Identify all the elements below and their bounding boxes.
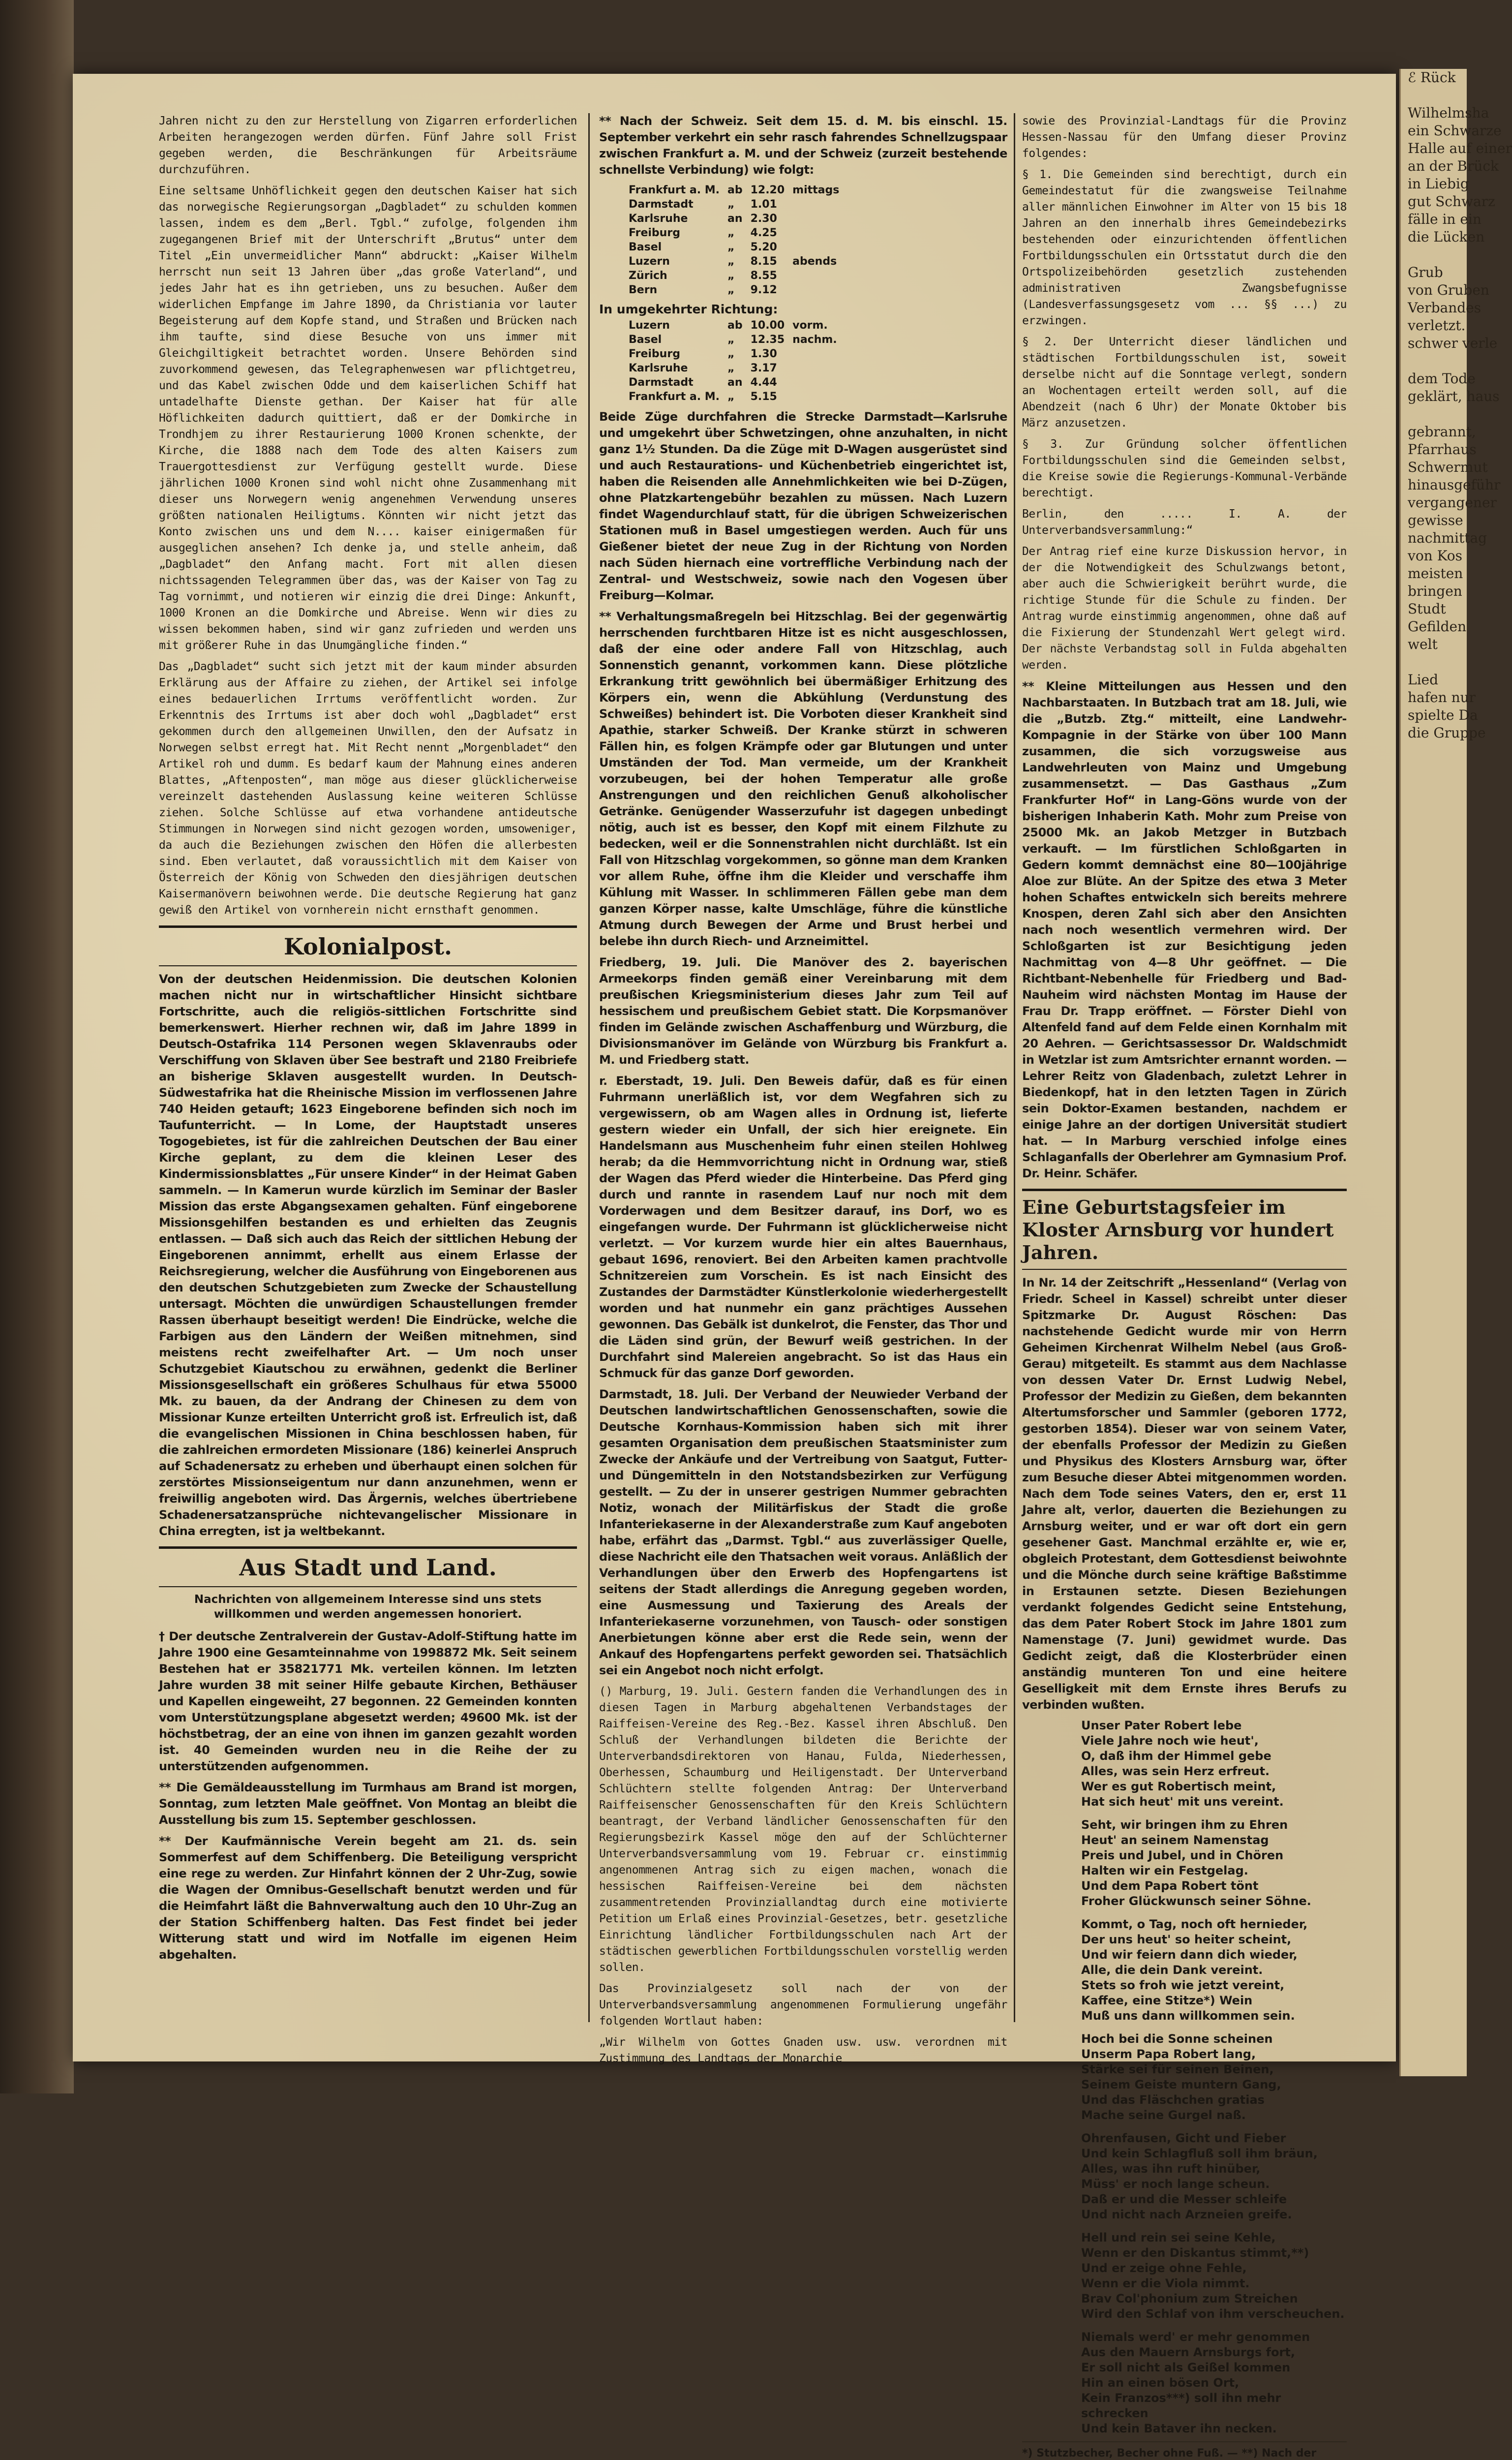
adjacent-page-text: in Liebig (1408, 176, 1469, 192)
law-signature: Berlin, den ..... I. A. der Unterverbandsversammlung:“ (1022, 508, 1347, 537)
timetable-cell: 12.20 (750, 184, 785, 196)
timetable-cell: „ (727, 362, 735, 374)
poem-line: Hoch bei die Sonne scheinen (1081, 2032, 1273, 2046)
timetable-cell: Luzern (629, 319, 670, 332)
timetable-cell: Luzern (629, 255, 670, 268)
timetable-cell: mittags (792, 184, 840, 196)
poem-line: Alles, was ihn ruft hinüber, (1081, 2162, 1261, 2176)
poem-line: Wer es gut Robertisch meint, (1081, 1780, 1276, 1793)
timetable-row (629, 318, 845, 333)
newspaper-page (73, 74, 1396, 2460)
poem-line: Unser Pater Robert lebe (1081, 1719, 1242, 1732)
adjacent-page-text (1401, 405, 1467, 423)
adjacent-page-text: Pfarrhaus (1408, 441, 1477, 458)
adjacent-page-fragment (1399, 69, 1512, 2076)
timetable-cell: „ (727, 284, 735, 296)
adjacent-page-text: welt (1408, 636, 1438, 652)
adjacent-page-text: hinausgeführ (1408, 477, 1501, 493)
law-paragraph-2: § 2. Der Unterricht dieser ländlichen und städtischen Fortbildungsschulen ist, soweit derselbe nicht auf die Sonntage verlegt, sondern an Wochentagen erteilt werden soll, auf die Abendzeit (nach 6 Uhr) der Monate Oktober bis März anzusetzen. (1022, 336, 1347, 430)
poem-line: Und dem Papa Robert tönt (1081, 1879, 1259, 1893)
timetable-cell: 8.55 (750, 270, 777, 282)
adjacent-page-text: dem Tode (1408, 370, 1476, 387)
adjacent-page-text: Halle auf einer (1408, 140, 1512, 156)
timetable-row (629, 240, 847, 254)
adjacent-page-text: von Kos (1408, 548, 1463, 564)
poem-stanza-gap (1081, 2123, 1347, 2131)
poem-line: Daß er und die Messer schleife (1081, 2192, 1287, 2206)
timetable-cell: 4.44 (750, 376, 777, 389)
adjacent-page-text: gewisse (1408, 512, 1463, 528)
adjacent-page-text (1401, 352, 1467, 370)
poem-stanza-gap (1081, 1909, 1347, 1917)
timetable-cell: 8.15 (750, 255, 777, 268)
arnsburg-poem (1081, 1718, 1347, 2436)
timetable-row (629, 347, 845, 361)
poem-line: Alle, die dein Dank vereint. (1081, 1963, 1263, 1977)
intro-paragraph: Jahren nicht zu den zur Herstellung von Zigarren erforderlichen Arbeiten herangezogen werden dürfen. Fünf Jahre soll Frist gegeben werden, die Beschränkungen für Arbeitsräume durchzuführen. (159, 115, 577, 176)
timetable-row (629, 226, 847, 240)
timetable-cell: 12.35 (750, 334, 785, 346)
poem-stanza-gap (1081, 1810, 1347, 1817)
gemaeldeausstellung-article: ** Die Gemäldeausstellung im Turmhaus am Brand ist morgen, Sonntag, zum letzten Male geöffnet. Von Montag an bleibt die Ausstellung bis zum 15. September geschlossen. (159, 1781, 577, 1827)
adjacent-page-text: gut Schwarz (1408, 193, 1495, 210)
kaiser-article: Eine seltsame Unhöflichkeit gegen den deutschen Kaiser hat sich das norwegische Regierungsorgan „Dagbladet“ zu schulden kommen lassen, indem es dem „Berl. Tgbl.“ zufolge, folgenden ihm zugegangenen Brief mit der Unterschrift „Brutus“ unter dem Titel „Ein unvermeidlicher Mann“ abdruckt: „Kaiser Wilhelm herrscht nun seit 13 Jahren über „das große Vaterland“, und jedes Jahr hat es ihn getrieben, uns zu besuchen. Außer dem widerlichen Empfange im Jahre 1890, da Christiania vor lauter Begeisterung auf dem Kopfe stand, und Straßen und Brücken nach ihm taufte, sind diese Besuche von uns immer mit Gleichgiltigkeit betrachtet worden. Unsere Behörden sind zuvorkommend gewesen, das Telegraphenwesen war pflichtgetreu, und das Kabel zwischen Odde und dem kaiserlichen Schiff hat untadelhafte Dienste gethan. Der Kaiser hat für alle Höflichkeiten dadurch quittiert, daß er der Domkirche in Trondhjem zu ihrer Restaurierung 1000 Kronen schenkte, der Kirche, die 1888 nach dem Tode des alten Kaisers zum Trauergottesdienst zur Verfügung gestellt wurde. Diese jährlichen 1000 Kronen sind wohl nicht ohne Zusammenhang mit dieser uns Norwegern wenig angenehmen Verwendung unseres größten nationalen Heiligtums. Könnten wir nicht jetzt das Konto zwischen uns und dem N.... kaiser einigermaßen für ausgeglichen ansehen? Ich denke ja, und stelle anheim, daß „Dagbladet“ den Anfang macht. Fort mit allen diesen nichtssagenden Telegrammen über das, was der Kaiser von Tag zu Tag vornimmt, und notieren wir einzig die drei Dinge: Ankunft, 1000 Kronen an die Domkirche und Abreise. Wenn wir dies zu wissen bekommen haben, sind wir ganz zufrieden und werden uns mit größerer Ruhe in das Unumgängliche finden.“ (159, 184, 577, 652)
timetable-reverse-heading: In umgekehrter Richtung: (599, 302, 778, 316)
stadt-und-land-note: Nachrichten von allgemeinem Interesse sind uns stets willkommen und werden angemessen honoriert. (194, 1593, 542, 1621)
adjacent-page-text: Verbandes (1408, 300, 1482, 316)
adjacent-page-text: Lied (1408, 672, 1439, 688)
poem-line: Kommt, o Tag, noch oft hernieder, (1081, 1917, 1308, 1931)
timetable-cell: Basel (629, 241, 662, 253)
timetable-cell (792, 361, 845, 375)
poem-line: Hin an einen bösen Ort, (1081, 2376, 1240, 2390)
stadt-und-land-heading: Aus Stadt und Land. (159, 1546, 577, 1587)
adjacent-page-text: verletzt. (1408, 317, 1466, 334)
poem-line: Und wir feiern dann dich wieder, (1081, 1948, 1298, 1962)
arnsburg-heading: Eine Geburtstagsfeier im Kloster Arnsburg vor hundert Jahren. (1022, 1189, 1347, 1270)
adjacent-page-text (1401, 246, 1467, 264)
poem-line: Stärke sei für seinen Beinen, (1081, 2062, 1274, 2076)
marburg-article-continued: Das Provinzialgesetz soll nach der von der Unterverbandsversammlung angenommenen Formulierung ungefähr folgenden Wortlaut haben: (599, 1982, 1007, 2028)
timetable-row (629, 212, 847, 226)
poem-line: Muß uns dann willkommen sein. (1081, 2009, 1295, 2023)
adjacent-page-text: nachmittag (1408, 530, 1487, 546)
timetable-cell (792, 240, 847, 254)
timetable-cell: „ (727, 198, 735, 211)
timetable-cell: Zürich (629, 270, 667, 282)
poem-stanza-gap (1081, 2322, 1347, 2330)
poem-line: Mache seine Gurgel naß. (1081, 2108, 1246, 2122)
timetable-cell: „ (727, 241, 735, 253)
poem-line: Unserm Papa Robert lang, (1081, 2047, 1256, 2061)
timetable-cell: 3.17 (750, 362, 777, 374)
schweiz-article: ** Nach der Schweiz. Seit dem 15. d. M. bis einschl. 15. September verkehrt ein sehr rasch fahrendes Schnellzugspaar zwischen Frankfurt a. M. und der Schweiz (zurzeit bestehende schnellste Verbindung) wie folgt: (599, 114, 1007, 177)
poem-line: Und kein Schlagfluß soll ihm bräun, (1081, 2147, 1318, 2160)
column-2 (599, 113, 1007, 2065)
adjacent-page-text: gebrannt, (1408, 424, 1476, 440)
poem-line: Kaffee, eine Stitze*) Wein (1081, 1994, 1253, 2007)
poem-line: Wird den Schlaf von ihm verscheuchen. (1081, 2307, 1345, 2321)
law-paragraph-3: § 3. Zur Gründung solcher öffentlichen Fortbildungsschulen sind die Gemeinden selbst, die Kreise sowie die Regierungs-Kommunal-Verbände berechtigt. (1022, 438, 1347, 499)
kaiser-article-continued: Das „Dagbladet“ sucht sich jetzt mit der kaum minder absurden Erklärung aus der Affaire zu ziehen, der Artikel sei infolge eines bedauerlichen Irrtums veröffentlicht worden. Zur Erkenntnis des Irrtums ist aber doch wohl „Dagbladet“ erst gekommen durch den allgemeinen Unwillen, den der Aufsatz in Norwegen selbst erregt hat. Mit Recht nennt „Morgenbladet“ den Artikel roh und dumm. Es bedarf kaum der Mahnung eines anderen Blattes, „Aftenposten“, man möge aus dieser glücklicherweise vereinzelt dastehenden Auslassung keine weiteren Schlüsse ziehen. Solche Schlüsse auf etwa vorhandene antideutsche Stimmungen in Norwegen sind nicht gezogen worden, umsoweniger, da auch die Beziehungen zwischen den Höfen die allerbesten sind. Eben verlautet, daß voraussichtlich mit dem Kaiser von Österreich der König von Schweden den diesjährigen deutschen Kaisermanövern beiwohnen werde. Die deutsche Regierung hat ganz gewiß den Artikel von vornherein nicht ernsthaft genommen. (159, 660, 577, 917)
timetable-row (629, 283, 847, 297)
timetable-cell: an (727, 213, 743, 225)
poem-line: Niemals werd' er mehr genommen (1081, 2330, 1310, 2344)
timetable-cell: „ (727, 270, 735, 282)
timetable-cell: vorm. (792, 319, 828, 332)
timetable-cell (792, 347, 845, 361)
kleine-mitteilungen-article: ** Kleine Mitteilungen aus Hessen und den Nachbarstaaten. In Butzbach trat am 18. Juli, wie die „Butzb. Ztg.“ mitteilt, eine Landwehr-Kompagnie in der Stärke von über 100 Mann zusammen, die sich vorzugsweise aus Landwehrleuten von Mainz und Umgebung zusammensetzt. — Das Gasthaus „Zum Frankfurter Hof“ in Lang-Göns wurde von der bisherigen Inhaberin Kath. Mohr zum Preise von 25000 Mk. an Jakob Metzger in Butzbach verkauft. — Im fürstlichen Schloßgarten in Gedern kommt demnächst eine 80—100jährige Aloe zur Blüte. An der Spitze des etwa 3 Meter hohen Schaftes entwickeln sich bereits mehrere Knospen, deren Zahl sich aber den Ansichten nach noch wesentlich vermehren wird. Der Schloßgarten ist zur Besichtigung jeden Nachmittag von 4—8 Uhr geöffnet. — Die Richtbant-Nebenhelle für Friedberg und Bad-Nauheim wird nächsten Montag im Hause der Frau Dr. Trapp eröffnet. — Förster Diehl von Altenfeld fand auf dem Felde einen Kornhalm mit 20 Aehren. — Gerichtsassessor Dr. Waldschmidt in Wetzlar ist zum Amtsrichter ernannt worden. — Lehrer Reitz von Gladenbach, zuletzt Lehrer in Biedenkopf, hat in den letzten Tagen in Zürich sein Doktor-Examen bestanden, nachdem er einige Jahre an der dortigen Universität studiert hat. — In Marburg verschied infolge eines Schlaganfalls der Oberlehrer am Gymnasium Prof. Dr. Heinr. Schäfer. (1022, 679, 1347, 1180)
poem-line: Ohrenfausen, Gicht und Fieber (1081, 2131, 1286, 2145)
hitzschlag-article: ** Verhaltungsmaßregeln bei Hitzschlag. Bei der gegenwärtig herrschenden furchtbaren Hitze ist es nicht ausgeschlossen, daß der eine oder andere Fall von Hitzschlag, auch Sonnenstich genannt, vorkommen kann. Diese plötzliche Erkrankung tritt gewöhnlich bei übermäßiger Erhitzung des Körpers ein, wenn die Abkühlung (Verdunstung des Schweißes) behindert ist. Die Vorboten dieser Krankheit sind Apathie, starker Schweiß. Der Kranke stürzt in schweren Fällen hin, es folgen Krämpfe oder gar Blutungen und unter Umständen der Tod. Man vermeide, um der Krankheit vorzubeugen, bei der hohen Temperatur alle große Anstrengungen und den reichlichen Genuß alkoholischer Getränke. Genügender Wasserzufuhr ist dagegen unbedingt nötig, auch ist es besser, den Kopf mit einem Filzhute zu bedecken, weil er die Sonnenstrahlen nicht durchläßt. Ist ein Fall von Hitzschlag vorgekommen, so gönne man dem Kranken vor allem Ruhe, öffne ihm die Kleider und verschaffe ihm Kühlung mit Wasser. In schlimmeren Fällen gebe man dem ganzen Körper nasse, kalte Umschläge, führe die künstliche Atmung durch Bewegen der Arme und Brust herbei und belebe ihn durch Riech- und Arzneimittel. (599, 610, 1007, 948)
marburg-article: () Marburg, 19. Juli. Gestern fanden die Verhandlungen des in diesen Tagen in Marburg abgehaltenen Verbandstages der Raiffeisen-Vereine des Reg.-Bez. Kassel ihren Abschluß. Den Schluß der Verhandlungen bildeten die Berichte der Unterverbandsdirektoren von Hanau, Fulda, Niederhessen, Oberhessen, Schaumburg und Heiligenstadt. Der Unterverband Schlüchtern stellte folgenden Antrag: Der Unterverband Raiffeisenscher Genossenschaften für den Kreis Schlüchtern beantragt, der Verband ländlicher Genossenschaften für den Regierungsbezirk Kassel möge den auf der Schlüchterner Unterverbandsversammlung vom 19. Februar cr. einstimmig angenommenen Antrag sich zu eigen machen, wonach die hessischen Raiffeisen-Vereine bei dem nächsten zusammentretenden Provinziallandtag durch eine motivierte Petition um Erlaß eines Provinzial-Gesetzes, betr. gesetzliche Einrichtung ländlicher Fortbildungsschulen nach Art der städtischen gewerblichen Fortbildungsschulen vorstellig werden sollen. (599, 1685, 1007, 1974)
timetable-cell: ab (727, 184, 743, 196)
poem-line: O, daß ihm der Himmel gebe (1081, 1749, 1271, 1763)
timetable-cell: Frankfurt a. M. (629, 391, 720, 403)
timetable-cell: Basel (629, 334, 662, 346)
poem-line: Hell und rein sei seine Kehle, (1081, 2231, 1276, 2245)
timetable-cell (792, 226, 847, 240)
timetable-cell: Karlsruhe (629, 213, 688, 225)
poem-line: Müss' er noch lange scheun. (1081, 2177, 1270, 2191)
timetable-cell (792, 212, 847, 226)
adjacent-page-text: Schwermut (1408, 459, 1488, 475)
timetable-cell: 5.15 (750, 391, 777, 403)
poem-stanza-gap (1081, 2024, 1347, 2031)
adjacent-page-text: die Gruppe (1408, 725, 1486, 741)
adjacent-page-text (1401, 653, 1467, 671)
timetable-cell: Frankfurt a. M. (629, 184, 720, 196)
column-3 (1022, 113, 1347, 2460)
marburg-law-quote: „Wir Wilhelm von Gottes Gnaden usw. usw. verordnen mit Zustimmung des Landtags der Monarchie (599, 2036, 1007, 2065)
kolonialpost-heading: Kolonialpost. (159, 925, 577, 966)
timetable-cell: an (727, 376, 743, 389)
poem-line: Er soll nicht als Geißel kommen (1081, 2361, 1291, 2374)
schweiz-article-continued: Beide Züge durchfahren die Strecke Darmstadt—Karlsruhe und umgekehrt über Schwetzingen, ohne anzuhalten, in nicht ganz 1½ Stunden. Da die Züge mit D-Wagen ausgerüstet sind und auch Restaurations- und Küchenbetrieb eingerichtet ist, haben die Reisenden alle Annehmlichkeiten wie bei D-Zügen, ohne Platzkartengebühr bezahlen zu müssen. Nach Luzern findet Wagendurchlauf statt, für die übrigen Schweizerischen Stationen muß in Basel umgestiegen werden. Auch für uns Gießener bietet der neue Zug in der Richtung von Norden nach Süden hiernach eine vortreffliche Verbindung nach der Zentral- und Westschweiz, sowie nach den Vogesen über Freiburg—Kolmar. (599, 410, 1007, 602)
poem-stanza-gap (1081, 2222, 1347, 2230)
column-rule-2 (1014, 113, 1015, 2022)
kolonialpost-article: Von der deutschen Heidenmission. Die deutschen Kolonien machen nicht nur in wirtschaftlicher Hinsicht sichtbare Fortschritte, auch die religiös-sittlichen Fortschritte sind bemerkenswert. Hierher rechnen wir, daß im Jahre 1899 in Deutsch-Ostafrika 114 Personen wegen Sklavenraubs oder Verschiffung von Sklaven über See bestraft und 2180 Freibriefe an bisherige Sklaven ausgestellt wurden. In Deutsch-Südwestafrika hat die Rheinische Mission im verflossenen Jahre 740 Heiden getauft; 1623 Eingeborene befinden sich noch im Taufunterricht. — In Lome, der Hauptstadt unseres Togogebietes, ist für die zahlreichen Deutschen der Bau einer Kirche geplant, zu dem die kleinen Leser des Kindermissionsblattes „Für unsere Kinder“ in der Heimat Gaben sammeln. — In Kamerun wurde kürzlich im Seminar der Basler Mission das erste Abgangsexamen gehalten. Fünf eingeborene Missionsgehilfen bestanden es und erhielten das Zeugnis entlassen. — Daß sich auch das Reich der sittlichen Hebung der Eingeborenen annimmt, erhellt aus einem Erlasse der Reichsregierung, welcher die Ausführung von Eingeborenen aus den deutschen Schutzgebieten zum Zwecke der Schaustellung untersagt. Möchten die unwürdigen Schaustellungen fremder Rassen überhaupt beseitigt werden! Die Eindrücke, welche die Farbigen aus den Ländern der Weißen mitnehmen, sind meistens recht zweifelhafter Art. — Um noch unser Schutzgebiet Kiautschou zu erwähnen, gedenkt die Berliner Missionsgesellschaft ein größeres Schulhaus für etwa 55000 Mk. zu bauen, da der Andrang der Chinesen zu dem von Missionar Kunze erteilten Unterricht groß ist. Erfreulich ist, daß die evangelischen Missionen in China beschlossen haben, für die zahlreichen ermordeten Missionare (186) keinerlei Anspruch auf Schadenersatz zu erheben und überhaupt einen solchen für zerstörtes Missionseigentum nur dann anzunehmen, wenn er freiwillig angeboten wird. Das Ärgernis, welches übertriebene Schadenersatzansprüche nichtevangelischer Missionare in China erregten, ist ja weltbekannt. (159, 972, 577, 1538)
poem-line: Viele Jahre noch wie heut', (1081, 1734, 1259, 1748)
timetable-cell: Darmstadt (629, 198, 694, 211)
poem-line: Kein Franzos***) soll ihn mehr schrecken (1081, 2391, 1281, 2420)
timetable-cell: 1.30 (750, 348, 777, 360)
timetable-cell (792, 197, 847, 212)
adjacent-page-text (1401, 87, 1467, 104)
adjacent-page-text: die Lücken (1408, 229, 1485, 245)
darmstadt-article: Darmstadt, 18. Juli. Der Verband der Neuwieder Verband der Deutschen landwirtschaftlichen Genossenschaften, sowie die Deutsche Kornhaus-Kommission haben sich mit ihrer gesamten Organisation dem preußischen Staatsminister zum Zwecke der Ankäufe und der Vertreibung von Saatgut, Futter- und Düngemitteln in den Notstandsbezirken zur Verfügung gestellt. — Zu der in unserer gestrigen Nummer gebrachten Notiz, wonach der Militärfiskus der Stadt die große Infanteriekaserne in der Alexanderstraße zum Kauf angeboten habe, erfährt das „Darmst. Tgbl.“ aus zuverlässiger Quelle, diese Nachricht eile den Thatsachen weit voraus. Anläßlich der Verhandlungen über den Erwerb des Hopfengartens ist seitens der Stadt allerdings die Anregung gegeben worden, eine Ausmessung und Taxierung des Areals der Infanteriekaserne vorzunehmen, von Tausch- oder sonstigen Anerbietungen könne aber erst die Rede sein, wenn der Ankauf des Hopfengartens perfekt geworden sei. Thatsächlich sei ein Angebot noch nicht erfolgt. (599, 1387, 1007, 1677)
poem-line: Preis und Jubel, und in Chören (1081, 1848, 1284, 1862)
adjacent-page-text: bringen (1408, 583, 1462, 599)
timetable-row (629, 269, 847, 283)
poem-line: Der uns heut' so heiter scheint, (1081, 1933, 1292, 1946)
poem-line: Seinem Geiste muntern Gang, (1081, 2078, 1281, 2091)
timetable-cell: „ (727, 348, 735, 360)
timetable-cell: 10.00 (750, 319, 785, 332)
timetable-cell (792, 375, 845, 390)
poem-line: Hat sich heut' mit uns vereint. (1081, 1795, 1284, 1809)
timetable-cell: Darmstadt (629, 376, 694, 389)
poem-line: Aus den Mauern Arnsburgs fort, (1081, 2345, 1295, 2359)
scanner-background (0, 0, 74, 2093)
poem-line: Und er zeige ohne Fehle, (1081, 2261, 1247, 2275)
law-discussion: Der Antrag rief eine kurze Diskussion hervor, in der die Notwendigkeit des Schulzwangs betont, aber auch die Schwierigkeit berührt wurde, die richtige Stunde für die Schule zu finden. Der Antrag wurde einstimmig angenommen, ohne daß auf die Fixierung der Stundenzahl Wert gelegt wird. Der nächste Verbandstag soll in Fulda abgehalten werden. (1022, 545, 1347, 672)
column-1 (159, 113, 577, 2032)
poem-line: Alles, was sein Herz erfreut. (1081, 1764, 1270, 1778)
timetable-cell (792, 390, 845, 404)
timetable-cell: Karlsruhe (629, 362, 688, 374)
timetable-northbound (629, 318, 845, 404)
adjacent-page-text: meisten (1408, 565, 1463, 582)
poem-line: Stets so froh wie jetzt vereint, (1081, 1978, 1285, 1992)
timetable-cell: ab (727, 319, 743, 332)
timetable-cell: „ (727, 391, 735, 403)
arnsburg-article: In Nr. 14 der Zeitschrift „Hessenland“ (Verlag von Friedr. Scheel in Kassel) schreibt unter dieser Spitzmarke Dr. August Röschen: Das nachstehende Gedicht wurde mir von Herrn Geheimen Kirchenrat Wilhelm Nebel (aus Groß-Gerau) mitgeteilt. Es stammt aus dem Nachlasse von dessen Vater Dr. Ernst Ludwig Nebel, Professor der Medizin zu Gießen, dem bekannten Altertumsforscher und Sammler (geboren 1772, gestorben 1854). Dieser war von seinem Vater, der ebenfalls Professor der Medizin zu Gießen und Physikus des Klosters Arnsburg war, öfter zum Besuche dieser Abtei mitgenommen worden. Nach dem Tode seines Vaters, den er, erst 11 Jahre alt, verlor, dauerten die Beziehungen zu Arnsburg weiter, und er war oft dort ein gern gesehener Gast. Manchmal erzählte er, wie er, obgleich Protestant, dem Gottesdienst beiwohnte und die Mönche durch seine kräftige Baßstimme in Erstaunen setzte. Diesen Beziehungen verdankt folgendes Gedicht seine Entstehung, das dem Pater Robert Stock im Jahre 1801 zum Namenstage (7. Juni) gewidmet wurde. Das Gedicht zeigt, daß die Klosterbrüder einen anständig munteren Ton und eine heitere Geselligkeit mit dem Ernste ihres Berufs zu verbinden wußten. (1022, 1276, 1347, 1712)
arnsburg-footnotes: *) Stutzbecher, Becher ohne Fuß. — **) Nach der (1022, 2441, 1347, 2460)
timetable-southbound (629, 183, 847, 297)
timetable-cell: 9.12 (750, 284, 777, 296)
timetable-row (629, 183, 847, 197)
kaufmaennischer-verein-article: ** Der Kaufmännische Verein begeht am 21. ds. sein Sommerfest auf dem Schiffenberg. Die Beteiligung verspricht eine rege zu werden. Zur Hinfahrt können der 2 Uhr-Zug, sowie die Wagen der Omnibus-Gesellschaft benutzt werden und für die Heimfahrt läßt die Bahnverwaltung auch den 10 Uhr-Zug an der Station Schiffenberg halten. Das Fest findet bei jeder Witterung statt und wird im Notfalle im eigenen Heim abgehalten. (159, 1834, 577, 1962)
timetable-cell: Freiburg (629, 348, 680, 360)
timetable-cell (792, 269, 847, 283)
adjacent-page-text: von Gruben (1408, 282, 1489, 298)
gustav-adolf-article: † Der deutsche Zentralverein der Gustav-Adolf-Stiftung hatte im Jahre 1900 eine Gesamteinnahme von 1998872 Mk. Seit seinem Bestehen hat er 35821771 Mk. verteilen können. Im letzten Jahre wurden 38 mit seiner Hilfe gebaute Kirchen, Bethäuser und Kapellen eingeweiht, 27 begonnen. 22 Gemeinden konnten vom Unterstützungsplane abgesetzt werden; 49600 Mk. ist der höchstbetrag, der an eine von ihnen im ganzen gezahlt worden ist. 40 Gemeinden wurden neu in die Reihe der zu unterstützenden aufgenommen. (159, 1630, 577, 1773)
timetable-cell: 1.01 (750, 198, 777, 211)
poem-line: Und das Fläschchen gratias (1081, 2093, 1265, 2107)
timetable-row (629, 375, 845, 390)
law-paragraph-1: § 1. Die Gemeinden sind berechtigt, durch ein Gemeindestatut für die zwangsweise Teilnahme aller männlichen Einwohner im Alter von 15 bis 18 Jahren an den innerhalb ihres Gemeindebezirks bestehenden oder einzurichtenden öffentlichen Fortbildungsschulen ein Ortsstatut durch die den Ortspolizeibehörden gesetzlich zustehenden administrativen Zwangsbefugnisse (Landesverfassungsgesetz vom ... §§ ...) zu erzwingen. (1022, 168, 1347, 327)
friedberg-article: Friedberg, 19. Juli. Die Manöver des 2. bayerischen Armeekorps finden gemäß einer Vereinbarung mit dem preußischen Kriegsministerium dieses Jahr zum Teil auf hessischem und preußischem Gebiet statt. Die Korpsmanöver finden im Gelände zwischen Aschaffenburg und Würzburg, die Divisionsmanöver im Gelände von Würzburg bis Frankfurt a. M. und Friedberg statt. (599, 955, 1007, 1067)
adjacent-page-text: schwer verle (1408, 335, 1498, 351)
timetable-cell: abends (792, 255, 837, 268)
adjacent-page-text: Studt (1408, 601, 1446, 617)
timetable-cell: 2.30 (750, 213, 777, 225)
adjacent-page-text: Wilhelmsha (1408, 105, 1489, 121)
adjacent-page-text: ℰ Rück (1408, 69, 1456, 86)
adjacent-page-text: Grub (1408, 264, 1443, 280)
adjacent-page-text: spielte Da (1408, 707, 1478, 723)
adjacent-page-text: Gefilden (1408, 618, 1467, 635)
timetable-cell: Bern (629, 284, 658, 296)
poem-line: Und kein Bataver ihn necken. (1081, 2422, 1277, 2435)
timetable-cell (792, 283, 847, 297)
adjacent-page-text: ein Schwarze (1408, 123, 1502, 139)
timetable-cell: 5.20 (750, 241, 777, 253)
eberstadt-article: r. Eberstadt, 19. Juli. Den Beweis dafür, daß es für einen Fuhrmann unerläßlich ist, vor dem Wegfahren sich zu vergewissern, ob am Wagen alles in Ordnung ist, lieferte gestern wieder ein Unfall, der sich hier ereignete. Ein Handelsmann aus Muschenheim fuhr einen steilen Hohlweg herab; da die Hemmvorrichtung nicht in Ordnung war, stieß der Wagen das Pferd wieder die Hinterbeine. Das Pferd ging durch und rannte in rasendem Lauf nur noch mit dem Vorderwagen und dem Besitzer darauf, ins Dorf, wo es eingefangen wurde. Der Fuhrmann ist glücklicherweise nicht verletzt. — Vor kurzem wurde hier ein altes Bauernhaus, gebaut 1696, renoviert. Bei den Arbeiten kamen prachtvolle Schnitzereien zum Vorschein. Es ist nach Einsicht des Zustandes der Darmstädter Künstlerkolonie wiederhergestellt worden und hat nunmehr ein ganz prächtiges Aussehen gewonnen. Das Gebälk ist dunkelrot, die Fenster, das Thor und die Läden sind grün, der Bewurf weiß gestrichen. In der Durchfahrt sind Malereien angebracht. So ist das Haus ein Schmuck für das ganze Dorf geworden. (599, 1074, 1007, 1380)
adjacent-page-text: vergangener (1408, 494, 1497, 511)
timetable-row (629, 197, 847, 212)
adjacent-page-text: an der Brück (1408, 158, 1499, 174)
column-rule-1 (588, 113, 590, 2022)
timetable-cell: „ (727, 334, 735, 346)
law-text-intro: sowie des Provinzial-Landtags für die Provinz Hessen-Nassau für den Umfang dieser Provinz folgendes: (1022, 115, 1347, 160)
timetable-cell: 4.25 (750, 227, 777, 239)
timetable-row (629, 254, 847, 269)
poem-line: Wenn er die Viola nimmt. (1081, 2276, 1250, 2290)
poem-line: Heut' an seinem Namenstag (1081, 1833, 1269, 1847)
poem-line: Brav Col'phonium zum Streichen (1081, 2292, 1298, 2306)
poem-line: Halten wir ein Festgelag. (1081, 1864, 1248, 1877)
timetable-row (629, 361, 845, 375)
timetable-cell: „ (727, 255, 735, 268)
poem-line: Und nicht nach Arzneien greife. (1081, 2208, 1292, 2221)
poem-line: Wenn er den Diskantus stimmt,**) (1081, 2246, 1309, 2260)
adjacent-page-text: fälle in ein (1408, 211, 1482, 227)
timetable-cell: nachm. (792, 334, 837, 346)
poem-line: Seht, wir bringen ihm zu Ehren (1081, 1818, 1288, 1832)
timetable-row (629, 333, 845, 347)
timetable-cell: „ (727, 227, 735, 239)
poem-line: Froher Glückwunsch seiner Söhne. (1081, 1894, 1311, 1908)
adjacent-page-text: hafen nur (1408, 689, 1476, 706)
timetable-cell: Freiburg (629, 227, 680, 239)
adjacent-page-text: geklärt, haus (1408, 388, 1500, 404)
timetable-row (629, 390, 845, 404)
